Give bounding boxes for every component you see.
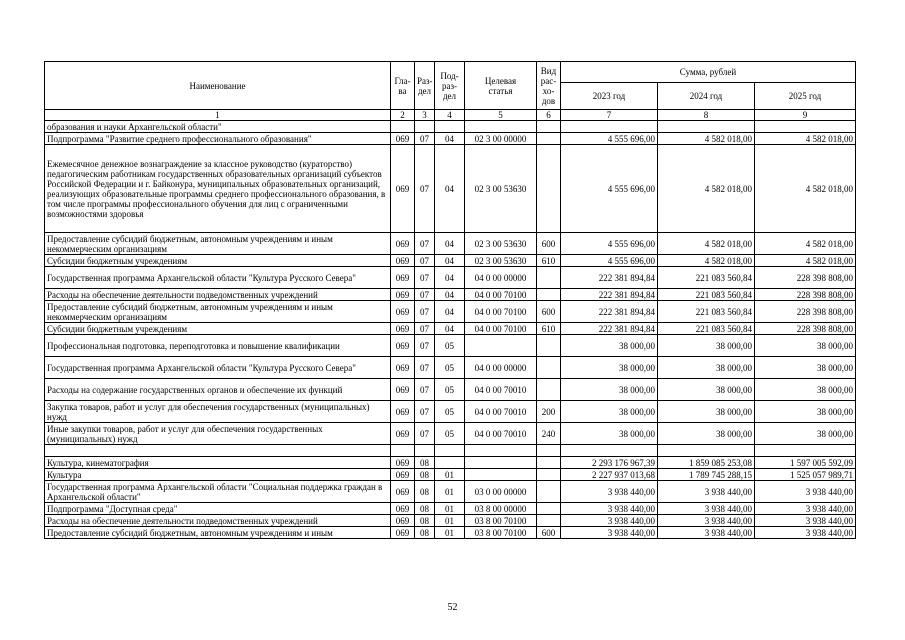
row-sum-2023: 38 000,00 (561, 401, 658, 423)
row-name: Подпрограмма "Доступная среда" (45, 503, 391, 515)
row-subsection: 04 (435, 255, 465, 267)
row-subsection (435, 121, 465, 133)
row-sum-2023: 38 000,00 (561, 379, 658, 401)
row-name: Расходы на обеспечение деятельности подведомственных учреждений (45, 515, 391, 527)
row-sum-2025: 38 000,00 (755, 335, 856, 357)
row-sum-2025 (755, 121, 856, 133)
row-target: 04 0 00 70010 (465, 379, 537, 401)
row-expense-type: 240 (537, 423, 561, 445)
row-section: 07 (415, 233, 435, 255)
row-sum-2023: 38 000,00 (561, 423, 658, 445)
row-subsection: 04 (435, 323, 465, 335)
row-name: Иные закупки товаров, работ и услуг для обеспечения государственных (муниципальных) нужд (45, 423, 391, 445)
row-name: Предоставление субсидий бюджетным, автономным учреждениям и иным (45, 527, 391, 539)
row-name: Культура (45, 469, 391, 481)
row-chapter: 069 (391, 145, 415, 233)
row-expense-type (537, 335, 561, 357)
header-sum: Сумма, рублей (561, 62, 856, 83)
row-expense-type: 200 (537, 401, 561, 423)
row-sum-2023 (561, 445, 658, 457)
row-chapter: 069 (391, 515, 415, 527)
row-section: 08 (415, 457, 435, 469)
header-section: Раз- дел (415, 62, 435, 110)
row-expense-type: 610 (537, 255, 561, 267)
row-sum-2025: 3 938 440,00 (755, 515, 856, 527)
row-name: Закупка товаров, работ и услуг для обеспечения государственных (муниципальных) нужд (45, 401, 391, 423)
table-row (45, 335, 856, 357)
row-chapter: 069 (391, 289, 415, 301)
table-row (45, 145, 856, 233)
row-target: 04 0 00 70100 (465, 323, 537, 335)
row-target: 04 0 00 70100 (465, 289, 537, 301)
row-section: 07 (415, 335, 435, 357)
row-sum-2023: 38 000,00 (561, 357, 658, 379)
table-row (45, 423, 856, 445)
row-subsection: 01 (435, 469, 465, 481)
row-target: 04 0 00 70010 (465, 423, 537, 445)
table-row (45, 469, 856, 481)
row-target (465, 457, 537, 469)
row-name: Государственная программа Архангельской области "Культура Русского Севера" (45, 357, 391, 379)
row-target: 04 0 00 70100 (465, 301, 537, 323)
row-sum-2025: 38 000,00 (755, 379, 856, 401)
row-sum-2023: 3 938 440,00 (561, 515, 658, 527)
row-sum-2024: 38 000,00 (658, 379, 755, 401)
row-name: Профессиональная подготовка, переподготовка и повышение квалификации (45, 335, 391, 357)
row-subsection (435, 457, 465, 469)
row-section: 07 (415, 267, 435, 289)
row-sum-2024: 38 000,00 (658, 357, 755, 379)
row-section (415, 121, 435, 133)
row-expense-type (537, 469, 561, 481)
row-expense-type: 600 (537, 527, 561, 539)
row-section: 07 (415, 145, 435, 233)
row-sum-2023: 222 381 894,84 (561, 289, 658, 301)
row-sum-2024: 38 000,00 (658, 423, 755, 445)
row-section: 08 (415, 527, 435, 539)
column-number: 4 (435, 110, 465, 121)
row-name: Предоставление субсидий бюджетным, автономным учреждениям и иным некоммерческим организациям (45, 233, 391, 255)
row-subsection: 05 (435, 423, 465, 445)
row-name: Государственная программа Архангельской области "Культура Русского Севера" (45, 267, 391, 289)
row-section (415, 445, 435, 457)
row-target: 02 3 00 00000 (465, 133, 537, 145)
header-year-2025: 2025 год (755, 83, 856, 110)
row-sum-2024: 3 938 440,00 (658, 481, 755, 503)
row-target: 02 3 00 53630 (465, 233, 537, 255)
row-target: 03 8 00 70100 (465, 527, 537, 539)
header-expense-type: Вид рас- хо- дов (537, 62, 561, 110)
row-section: 08 (415, 481, 435, 503)
budget-table (44, 61, 856, 539)
header-subsection: Под- раз- дел (435, 62, 465, 110)
table-row (45, 121, 856, 133)
row-target (465, 335, 537, 357)
row-sum-2025: 4 582 018,00 (755, 233, 856, 255)
table-body (45, 121, 856, 539)
row-section: 07 (415, 289, 435, 301)
page-number: 52 (447, 602, 458, 613)
row-chapter: 069 (391, 457, 415, 469)
table-row (45, 133, 856, 145)
row-sum-2025: 1 525 057 989,71 (755, 469, 856, 481)
row-chapter: 069 (391, 255, 415, 267)
row-sum-2023: 3 938 440,00 (561, 503, 658, 515)
row-sum-2025: 228 398 808,00 (755, 289, 856, 301)
row-target (465, 121, 537, 133)
row-name: Подпрограмма "Развитие среднего профессионального образования" (45, 133, 391, 145)
row-sum-2025: 3 938 440,00 (755, 503, 856, 515)
row-chapter: 069 (391, 267, 415, 289)
row-section: 07 (415, 401, 435, 423)
row-expense-type (537, 379, 561, 401)
row-chapter: 069 (391, 423, 415, 445)
row-chapter: 069 (391, 357, 415, 379)
table-row (45, 527, 856, 539)
row-sum-2024: 221 083 560,84 (658, 301, 755, 323)
row-name: Субсидии бюджетным учреждениям (45, 255, 391, 267)
row-subsection: 04 (435, 301, 465, 323)
row-subsection: 01 (435, 481, 465, 503)
row-sum-2025: 3 938 440,00 (755, 527, 856, 539)
table-row (45, 481, 856, 503)
row-sum-2023: 3 938 440,00 (561, 527, 658, 539)
row-section: 07 (415, 301, 435, 323)
row-sum-2023: 4 555 696,00 (561, 133, 658, 145)
row-subsection: 05 (435, 335, 465, 357)
column-number: 6 (537, 110, 561, 121)
row-section: 07 (415, 423, 435, 445)
column-number: 1 (45, 110, 391, 121)
header-chapter: Гла- ва (391, 62, 415, 110)
row-expense-type (537, 357, 561, 379)
row-target: 04 0 00 70010 (465, 401, 537, 423)
table-row (45, 445, 856, 457)
row-section: 07 (415, 379, 435, 401)
row-sum-2023: 38 000,00 (561, 335, 658, 357)
header-name: Наименование (45, 62, 391, 110)
row-sum-2025: 38 000,00 (755, 401, 856, 423)
row-sum-2024: 221 083 560,84 (658, 323, 755, 335)
row-subsection: 01 (435, 503, 465, 515)
row-sum-2024: 221 083 560,84 (658, 289, 755, 301)
row-sum-2024: 38 000,00 (658, 335, 755, 357)
row-sum-2024: 1 859 085 253,08 (658, 457, 755, 469)
row-expense-type (537, 445, 561, 457)
row-sum-2023 (561, 121, 658, 133)
row-sum-2025: 4 582 018,00 (755, 145, 856, 233)
table-row (45, 323, 856, 335)
row-sum-2025: 38 000,00 (755, 357, 856, 379)
row-sum-2025: 228 398 808,00 (755, 323, 856, 335)
column-number: 2 (391, 110, 415, 121)
row-section: 08 (415, 469, 435, 481)
row-target: 03 8 00 70100 (465, 515, 537, 527)
header-target: Целевая статья (465, 62, 537, 110)
row-subsection: 04 (435, 133, 465, 145)
row-sum-2024: 4 582 018,00 (658, 255, 755, 267)
column-number-row (45, 110, 856, 121)
row-sum-2025: 1 597 005 592,09 (755, 457, 856, 469)
row-chapter: 069 (391, 401, 415, 423)
row-sum-2025: 38 000,00 (755, 423, 856, 445)
row-name: Государственная программа Архангельской области "Социальная поддержка граждан в Архангельской области" (45, 481, 391, 503)
row-expense-type: 600 (537, 301, 561, 323)
row-sum-2023: 222 381 894,84 (561, 267, 658, 289)
column-number: 7 (561, 110, 658, 121)
row-sum-2023: 4 555 696,00 (561, 255, 658, 267)
row-target: 04 0 00 00000 (465, 267, 537, 289)
table-row (45, 255, 856, 267)
row-sum-2023: 222 381 894,84 (561, 323, 658, 335)
row-sum-2024: 3 938 440,00 (658, 527, 755, 539)
column-number: 8 (658, 110, 755, 121)
row-target: 02 3 00 53630 (465, 145, 537, 233)
row-name: Расходы на содержание государственных органов и обеспечение их функций (45, 379, 391, 401)
row-sum-2023: 222 381 894,84 (561, 301, 658, 323)
row-section: 07 (415, 255, 435, 267)
row-sum-2025: 3 938 440,00 (755, 481, 856, 503)
column-number: 3 (415, 110, 435, 121)
row-expense-type (537, 515, 561, 527)
row-sum-2024: 3 938 440,00 (658, 515, 755, 527)
row-target: 02 3 00 53630 (465, 255, 537, 267)
row-chapter: 069 (391, 469, 415, 481)
row-expense-type (537, 289, 561, 301)
row-sum-2023: 2 293 176 967,39 (561, 457, 658, 469)
row-chapter: 069 (391, 323, 415, 335)
column-number: 9 (755, 110, 856, 121)
row-sum-2023: 4 555 696,00 (561, 233, 658, 255)
row-sum-2024 (658, 121, 755, 133)
table-row (45, 267, 856, 289)
row-sum-2025: 4 582 018,00 (755, 255, 856, 267)
row-name (45, 445, 391, 457)
row-section: 07 (415, 323, 435, 335)
table-row (45, 401, 856, 423)
row-sum-2025: 4 582 018,00 (755, 133, 856, 145)
row-sum-2024: 3 938 440,00 (658, 503, 755, 515)
row-expense-type (537, 145, 561, 233)
row-sum-2024: 4 582 018,00 (658, 133, 755, 145)
row-chapter: 069 (391, 133, 415, 145)
row-expense-type: 610 (537, 323, 561, 335)
row-subsection: 05 (435, 401, 465, 423)
row-sum-2024: 1 789 745 288,15 (658, 469, 755, 481)
row-expense-type: 600 (537, 233, 561, 255)
row-expense-type (537, 267, 561, 289)
row-subsection: 01 (435, 527, 465, 539)
table-row (45, 503, 856, 515)
table-row (45, 357, 856, 379)
header-year-2024: 2024 год (658, 83, 755, 110)
row-subsection: 04 (435, 289, 465, 301)
row-target: 03 8 00 00000 (465, 503, 537, 515)
table-row (45, 289, 856, 301)
row-chapter: 069 (391, 481, 415, 503)
row-section: 07 (415, 357, 435, 379)
row-target: 04 0 00 00000 (465, 357, 537, 379)
row-name: образования и науки Архангельской области" (45, 121, 391, 133)
row-sum-2025: 228 398 808,00 (755, 301, 856, 323)
row-expense-type (537, 481, 561, 503)
table-row (45, 515, 856, 527)
row-sum-2024: 38 000,00 (658, 401, 755, 423)
row-section: 07 (415, 133, 435, 145)
row-subsection: 05 (435, 357, 465, 379)
row-target: 03 0 00 00000 (465, 481, 537, 503)
row-chapter (391, 121, 415, 133)
row-chapter: 069 (391, 379, 415, 401)
row-name: Предоставление субсидий бюджетным, автономным учреждениям и иным некоммерческим организациям (45, 301, 391, 323)
row-expense-type (537, 503, 561, 515)
row-target (465, 445, 537, 457)
table-row (45, 379, 856, 401)
row-section: 08 (415, 503, 435, 515)
row-subsection: 04 (435, 267, 465, 289)
row-sum-2025 (755, 445, 856, 457)
row-sum-2024: 221 083 560,84 (658, 267, 755, 289)
row-sum-2023: 4 555 696,00 (561, 145, 658, 233)
table-row (45, 233, 856, 255)
row-sum-2025: 228 398 808,00 (755, 267, 856, 289)
row-sum-2023: 3 938 440,00 (561, 481, 658, 503)
row-subsection: 04 (435, 145, 465, 233)
table-row (45, 457, 856, 469)
row-name: Ежемесячное денежное вознаграждение за классное руководство (кураторство) педагогическим работникам государственных образовательных организаций субъектов Российской Федерации и г. Байконура, муниципальных образовательных организаций, реализующих образовательные программы среднего профессионального образования, в том числе программы профессионального обучения для лиц с ограниченными возможностями здоровья (45, 145, 391, 233)
row-expense-type (537, 121, 561, 133)
row-sum-2024 (658, 445, 755, 457)
row-sum-2023: 2 227 937 013,68 (561, 469, 658, 481)
row-chapter: 069 (391, 503, 415, 515)
table-row (45, 301, 856, 323)
row-subsection: 01 (435, 515, 465, 527)
row-expense-type (537, 133, 561, 145)
row-target (465, 469, 537, 481)
row-name: Культура, кинематография (45, 457, 391, 469)
row-chapter (391, 445, 415, 457)
row-chapter: 069 (391, 301, 415, 323)
header-year-2023: 2023 год (561, 83, 658, 110)
row-subsection (435, 445, 465, 457)
row-section: 08 (415, 515, 435, 527)
row-sum-2024: 4 582 018,00 (658, 145, 755, 233)
column-number: 5 (465, 110, 537, 121)
row-name: Расходы на обеспечение деятельности подведомственных учреждений (45, 289, 391, 301)
row-name: Субсидии бюджетным учреждениям (45, 323, 391, 335)
row-chapter: 069 (391, 233, 415, 255)
row-sum-2024: 4 582 018,00 (658, 233, 755, 255)
row-subsection: 04 (435, 233, 465, 255)
row-chapter: 069 (391, 335, 415, 357)
row-chapter: 069 (391, 527, 415, 539)
row-expense-type (537, 457, 561, 469)
row-subsection: 05 (435, 379, 465, 401)
